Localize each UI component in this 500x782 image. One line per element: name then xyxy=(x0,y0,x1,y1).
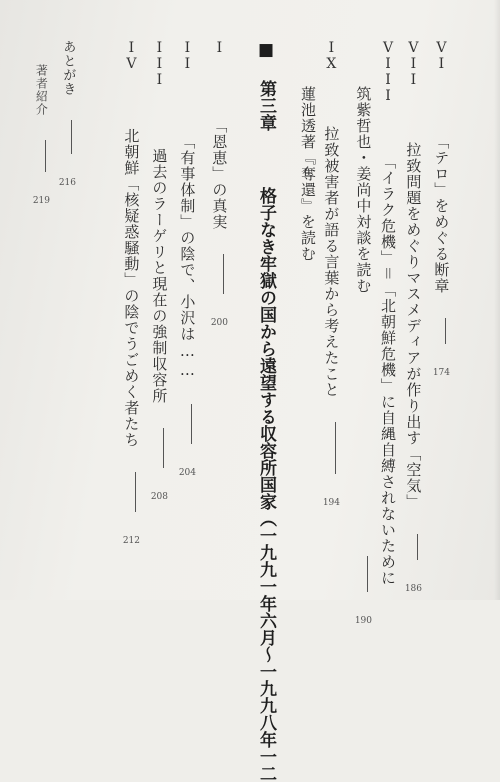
page-number: 216 xyxy=(58,178,76,188)
toc-entry-vi xyxy=(433,40,450,378)
leader-line xyxy=(223,254,224,294)
toc-entry-viii xyxy=(380,40,396,586)
chapter-label: 第三章 xyxy=(256,80,276,131)
entry-numeral: VIII xyxy=(380,40,396,104)
toc-entry-viii-subtitle xyxy=(355,86,372,626)
leader-line xyxy=(191,404,192,444)
toc-entry-iv xyxy=(123,40,140,546)
leader-line xyxy=(335,422,336,474)
entry-numeral: I xyxy=(211,40,228,56)
page-number: 200 xyxy=(210,318,228,328)
toc-entry-i xyxy=(211,40,228,328)
page-number: 204 xyxy=(178,468,196,478)
page-number: 208 xyxy=(150,492,168,502)
leader-line xyxy=(163,428,164,468)
leader-line xyxy=(45,140,46,172)
chapter-heading xyxy=(257,40,274,782)
leader-line xyxy=(367,556,368,592)
entry-title: 「テロ」をめぐる断章 xyxy=(432,134,451,294)
entry-numeral: II xyxy=(179,40,196,72)
leader-line xyxy=(71,120,72,154)
entry-title: あとがき xyxy=(60,40,76,96)
entry-title: 「イラク危機」＝「北朝鮮危機」に自縄自縛されないために xyxy=(379,154,397,586)
chapter-title: 格子なき牢獄の国から遠望する収容所国家（一九九一年六月〜一九九八年一二 xyxy=(256,187,276,782)
toc-entry-iii xyxy=(151,40,168,502)
entry-title: 「恩恵」の真実 xyxy=(210,118,229,230)
entry-subtitle: 蓮池透著『奪還』を読む xyxy=(299,86,317,262)
entry-numeral: IX xyxy=(323,40,340,72)
entry-title: 過去のラーゲリと現在の強制収容所 xyxy=(150,148,169,404)
entry-numeral: VII xyxy=(405,40,422,88)
entry-numeral: IV xyxy=(123,40,140,72)
toc-entry-ix xyxy=(323,40,340,508)
page-number: 194 xyxy=(322,498,340,508)
page-number: 186 xyxy=(404,584,422,594)
chapter-mark: ■ xyxy=(256,40,276,60)
page-number: 219 xyxy=(32,196,50,206)
toc-entry-ix-subtitle xyxy=(300,86,316,262)
page-number: 212 xyxy=(122,536,140,546)
leader-line xyxy=(417,534,418,560)
page-number: 174 xyxy=(432,368,450,378)
page-gutter-shadow xyxy=(494,0,500,600)
leader-line xyxy=(445,318,446,344)
entry-title: 北朝鮮「核疑惑騒動」の陰でうごめく者たち xyxy=(122,128,141,448)
entry-numeral: VI xyxy=(433,40,450,72)
page-number: 190 xyxy=(354,616,372,626)
leader-line xyxy=(135,472,136,512)
entry-title: 拉致問題をめぐりマスメディアが作り出す「空気」 xyxy=(404,142,423,510)
toc-entry-vii xyxy=(405,40,422,594)
entry-subtitle: 筑紫哲也・姜尚中対談を読む xyxy=(354,86,373,294)
entry-title: 拉致被害者が語る言葉から考えたこと xyxy=(322,126,341,398)
entry-numeral: III xyxy=(151,40,168,88)
toc-entry-afterword xyxy=(59,40,76,188)
toc-entry-author xyxy=(33,64,50,206)
toc-entry-ii xyxy=(179,40,196,478)
entry-title: 著者紹介 xyxy=(34,64,49,116)
entry-title: 「有事体制」の陰で、小沢は…… xyxy=(178,134,197,380)
